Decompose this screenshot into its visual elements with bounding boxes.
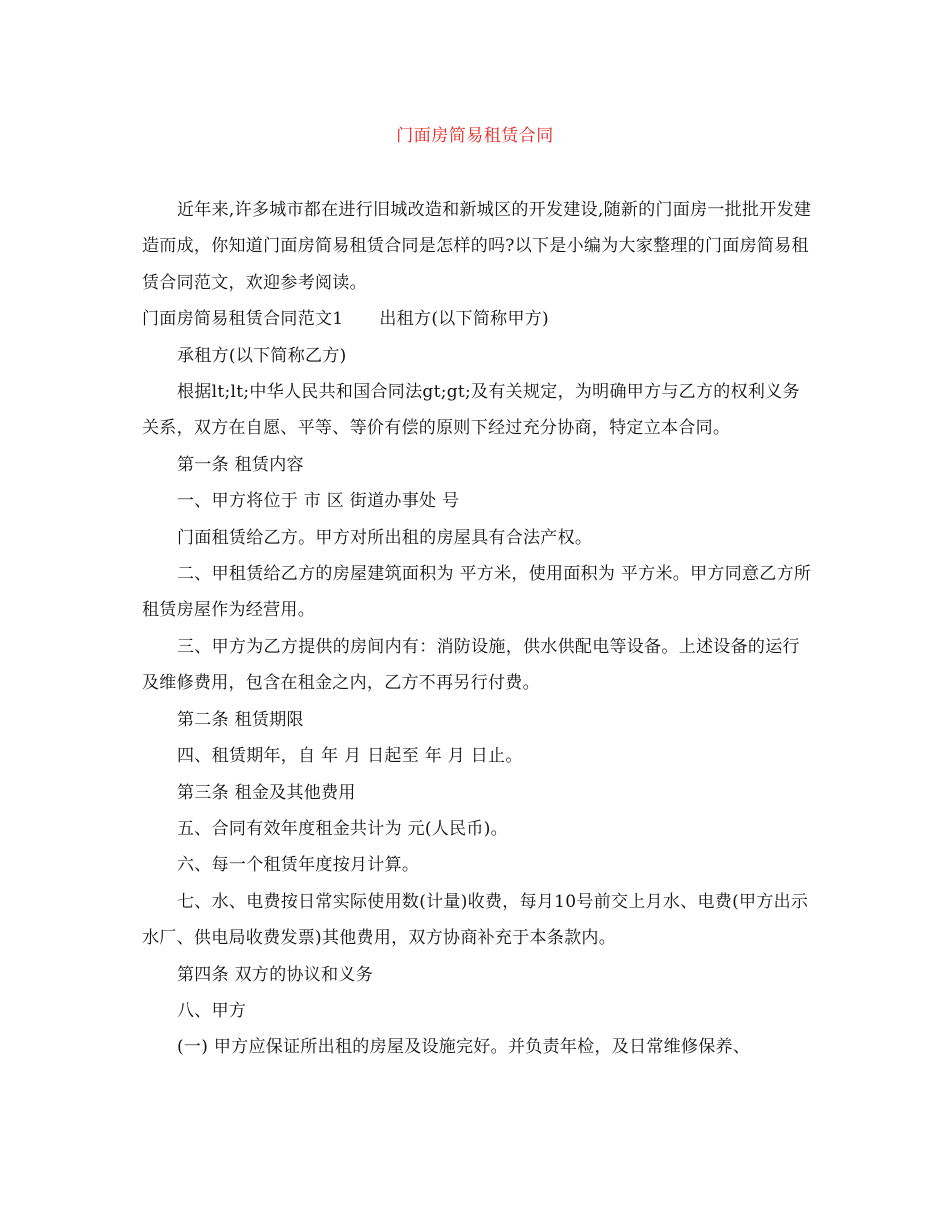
article-3-item-7: 七、水、电费按日常实际使用数(计量)收费，每月10号前交上月水、电费(甲方出示水厂、供电局收费发票)其他费用，双方协商补充于本条款内。 <box>142 891 809 949</box>
sample-heading: 门面房简易租赁合同范文1 <box>142 309 344 330</box>
article-1-item-1-continued: 门面租赁给乙方。甲方对所出租的房屋具有合法产权。 <box>177 527 593 548</box>
lessee-line: 承租方(以下简称乙方) <box>177 345 347 366</box>
article-4-title: 第四条 双方的协议和义务 <box>177 964 374 985</box>
lessor-line: 出租方(以下简称甲方) <box>379 309 549 330</box>
article-2-item-4: 四、租赁期年，自 年 月 日起至 年 月 日止。 <box>177 746 523 767</box>
article-3-item-5: 五、合同有效年度租金共计为 元(人民币)。 <box>177 818 508 839</box>
article-4-subitem-1: (一) 甲方应保证所出租的房屋及设施完好。并负责年检，及日常维修保养、 <box>177 1037 751 1058</box>
article-4-item-8: 八、甲方 <box>177 1000 247 1021</box>
intro-paragraph: 近年来,许多城市都在进行旧城改造和新城区的开发建设,随新的门面房一批批开发建造而成，你知道门面房简易租赁合同是怎样的吗?以下是小编为大家整理的门面房简易租赁合同范文，欢迎参考阅读。 <box>142 200 812 293</box>
article-1-item-1: 一、甲方将位于 市 区 街道办事处 号 <box>177 491 460 512</box>
document-body <box>142 192 812 1066</box>
sample-heading-line <box>142 301 812 337</box>
article-1-title: 第一条 租赁内容 <box>177 454 304 475</box>
article-3-title: 第三条 租金及其他费用 <box>177 782 356 803</box>
basis-paragraph: 根据lt;lt;中华人民共和国合同法gt;gt;及有关规定，为明确甲方与乙方的权利义务关系，双方在自愿、平等、等价有偿的原则下经过充分协商，特定立本合同。 <box>142 382 800 439</box>
article-1-item-2: 二、甲租赁给乙方的房屋建筑面积为 平方米，使用面积为 平方米。甲方同意乙方所租赁房屋作为经营用。 <box>142 564 812 621</box>
article-1-item-3: 三、甲方为乙方提供的房间内有：消防设施，供水供配电等设备。上述设备的运行及维修费用，包含在租金之内，乙方不再另行付费。 <box>142 636 800 694</box>
article-3-item-6: 六、每一个租赁年度按月计算。 <box>177 855 420 876</box>
document-title: 门面房简易租赁合同 <box>396 126 554 146</box>
article-2-title: 第二条 租赁期限 <box>177 709 304 730</box>
